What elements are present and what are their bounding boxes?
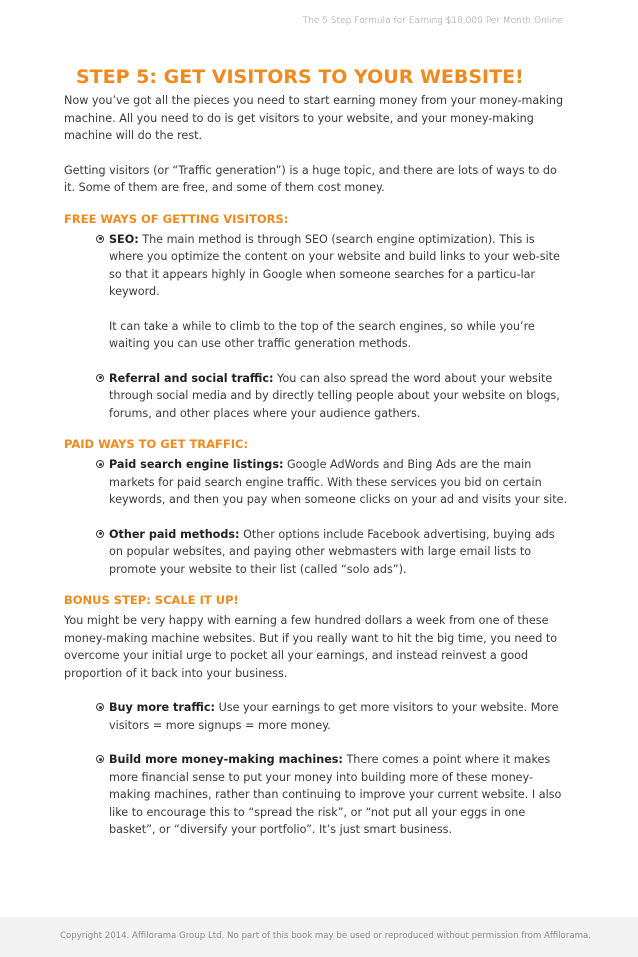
item-text: Other options include Facebook advertising, buying ads on popular websites, and paying other webmasters with large email lists to promote your website to their list (called “solo ads”).: [109, 527, 555, 576]
item-term: Build more money-making machines:: [109, 753, 343, 766]
bullet-icon: [96, 460, 104, 468]
footer: [0, 917, 638, 957]
item-text: Google AdWords and Bing Ads are the main markets for paid search engine traffic. With these services you bid on certain keywords, and then you pay when someone clicks on your ad and visits your site.: [109, 458, 568, 506]
item-text: Use your earnings to get more visitors to your website. More visitors = more signups = more money.: [109, 701, 559, 732]
bullet-icon: [96, 530, 104, 538]
item-term: Other paid methods:: [109, 527, 240, 541]
item-term: SEO:: [109, 232, 139, 246]
item-term: Referral and social traffic:: [109, 371, 274, 385]
free-ways-list: [64, 231, 569, 423]
paid-ways-heading: PAID WAYS TO GET TRAFFIC:: [64, 437, 249, 451]
list-item: [96, 370, 569, 423]
list-item: [96, 699, 569, 734]
item-text: The main method is through SEO (search engine optimization). This is where you optimize the content on your website and build links to your web-site so that it appears highly in Google when someone searches for a particu-lar keyword.: [109, 232, 560, 298]
copyright-text: Copyright 2014. Affilorama Group Ltd. No part of this book may be used or reproduced without permission from Affilorama.: [60, 931, 591, 941]
list-item: [96, 456, 569, 509]
page-title: STEP 5: GET VISITORS TO YOUR WEBSITE!: [76, 66, 524, 88]
item-text: There comes a point where it makes more financial sense to put your money into building more of these money-making machines, rather than continuing to improve your current website. I also like to encourage this to “spread the risk”, or “not put all your eggs in one basket”, or “diversify your portfolio”. It’s just smart business.: [109, 753, 562, 836]
bullet-icon: [96, 703, 104, 711]
free-ways-heading: FREE WAYS OF GETTING VISITORS:: [64, 211, 289, 226]
bonus-list: [64, 699, 569, 839]
bonus-step-heading: BONUS STEP: SCALE IT UP!: [64, 593, 239, 607]
intro-paragraph-2: Getting visitors (or “Traffic generation”) is a huge topic, and there are lots of ways to do it. Some of them are free, and some of them cost money.: [64, 163, 557, 194]
list-item: [96, 526, 569, 579]
item-text: You can also spread the word about your website through social media and by directly telling people about your website on blogs, forums, and other places where your audience gathers.: [109, 371, 560, 420]
bullet-icon: [96, 374, 104, 382]
item-term: Paid search engine listings:: [109, 458, 284, 471]
list-item: [96, 231, 569, 353]
paid-ways-list: [64, 456, 569, 578]
bullet-icon: [96, 755, 104, 763]
item-extra-text: It can take a while to climb to the top of the search engines, so while you’re waiting you can use other traffic generation methods.: [109, 319, 535, 350]
item-term: Buy more traffic:: [109, 701, 216, 714]
header-note: The 5 Step Formula for Earning $10,000 Per Month Online: [302, 16, 563, 26]
bonus-paragraph: You might be very happy with earning a few hundred dollars a week from one of these money-making machine websites. But if you really want to hit the big time, you need to overcome your initial urge to pocket all your earnings, and instead reinvest a good proportion of it back into your business.: [64, 614, 558, 680]
page-content: [64, 64, 569, 839]
intro-paragraph-1: Now you’ve got all the pieces you need to start earning money from your money-making machine. All you need to do is get visitors to your website, and your money-making machine will do the rest.: [64, 94, 564, 142]
bullet-icon: [96, 235, 104, 243]
list-item: [96, 751, 569, 839]
